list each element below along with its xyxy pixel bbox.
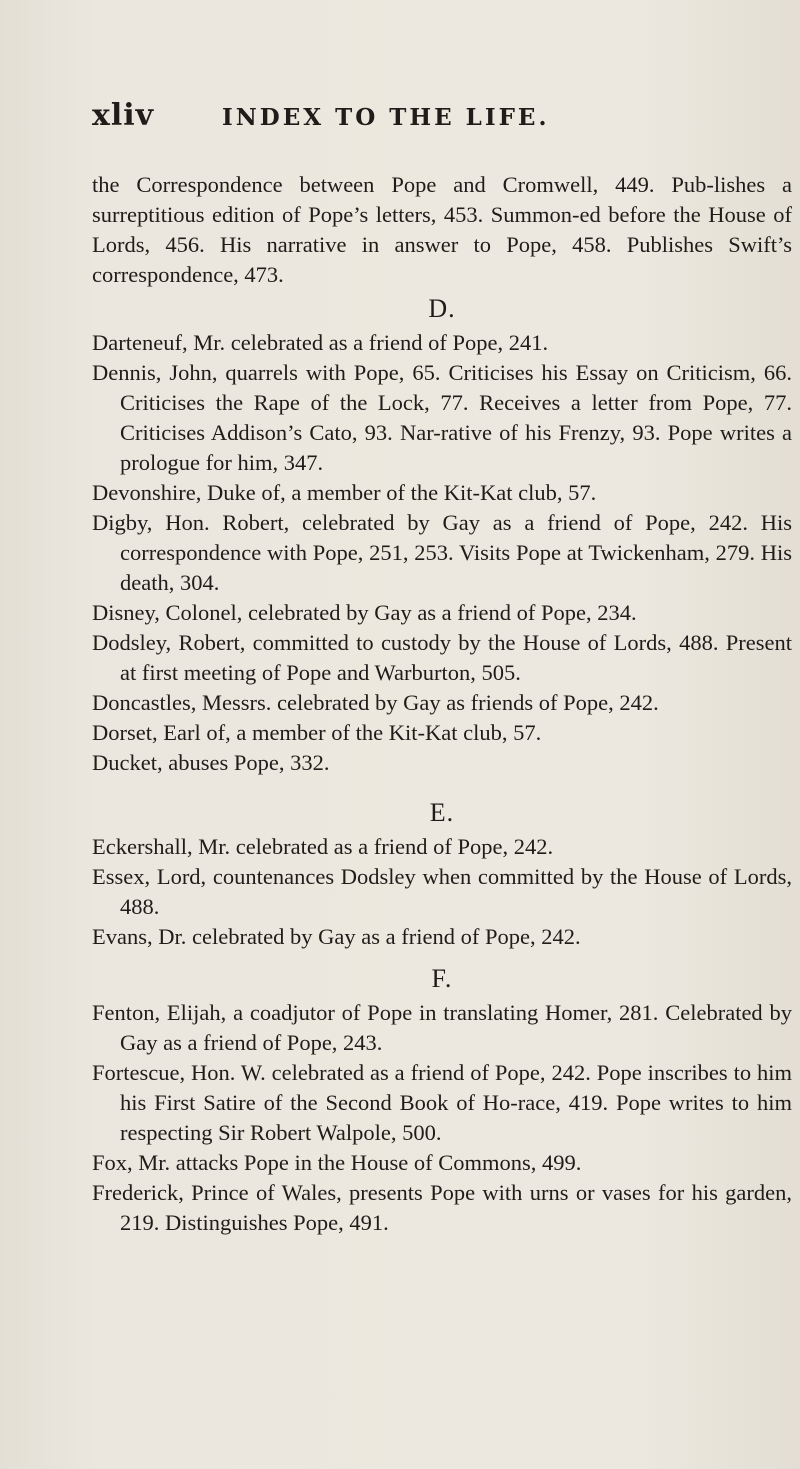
index-entry: Essex, Lord, countenances Dodsley when committed by the House of Lords, 488. xyxy=(92,864,792,919)
index-entry: Dorset, Earl of, a member of the Kit-Kat club, 57. xyxy=(92,720,542,745)
section-d xyxy=(92,294,792,778)
index-entry: Ducket, abuses Pope, 332. xyxy=(92,750,330,775)
index-entry: Fox, Mr. attacks Pope in the House of Commons, 499. xyxy=(92,1150,582,1175)
section-f xyxy=(92,964,792,1238)
index-content xyxy=(92,170,792,1238)
index-entry: Fortescue, Hon. W. celebrated as a friend of Pope, 242. Pope inscribes to him his First Satire of the Second Book of Ho-race, 419. Pope writes to him respecting Sir Robert Walpole, 500. xyxy=(92,1060,792,1145)
section-letter: F. xyxy=(431,964,453,993)
index-entry: Frederick, Prince of Wales, presents Pope with urns or vases for his garden, 219. Distinguishes Pope, 491. xyxy=(92,1180,792,1235)
index-entry: Darteneuf, Mr. celebrated as a friend of Pope, 241. xyxy=(92,330,549,355)
index-entry: Dodsley, Robert, committed to custody by the House of Lords, 488. Present at first meeting of Pope and Warburton, 505. xyxy=(92,630,792,685)
index-entry: Evans, Dr. celebrated by Gay as a friend of Pope, 242. xyxy=(92,924,581,949)
running-head xyxy=(92,98,740,138)
index-entry: Devonshire, Duke of, a member of the Kit-Kat club, 57. xyxy=(92,480,597,505)
section-letter: E. xyxy=(429,798,455,827)
running-title: INDEX TO THE LIFE. xyxy=(222,104,550,131)
index-entry: Digby, Hon. Robert, celebrated by Gay as a friend of Pope, 242. His correspondence with Pope, 251, 253. Visits Pope at Twickenham, 279. His death, 304. xyxy=(92,510,792,595)
index-entry: Eckershall, Mr. celebrated as a friend of Pope, 242. xyxy=(92,834,554,859)
section-e xyxy=(92,798,792,952)
index-entry: Doncastles, Messrs. celebrated by Gay as friends of Pope, 242. xyxy=(92,690,659,715)
index-entry: Disney, Colonel, celebrated by Gay as a friend of Pope, 234. xyxy=(92,600,637,625)
section-letter: D. xyxy=(428,294,456,323)
continued-entry: the Correspondence between Pope and Cromwell, 449. Pub-lishes a surreptitious edition of Pope’s letters, 453. Summon-ed before the House of Lords, 456. His narrative in answer to Pope, 458. Publishes Swift’s correspondence, 473. xyxy=(92,172,792,287)
index-entry: Dennis, John, quarrels with Pope, 65. Criticises his Essay on Criticism, 66. Criticises the Rape of the Lock, 77. Receives a letter from Pope, 77. Criticises Addison’s Cato, 93. Nar-rative of his Frenzy, 93. Pope writes a prologue for him, 347. xyxy=(92,360,792,475)
page-number: xliv xyxy=(92,98,155,133)
index-entry: Fenton, Elijah, a coadjutor of Pope in translating Homer, 281. Celebrated by Gay as a friend of Pope, 243. xyxy=(92,1000,792,1055)
